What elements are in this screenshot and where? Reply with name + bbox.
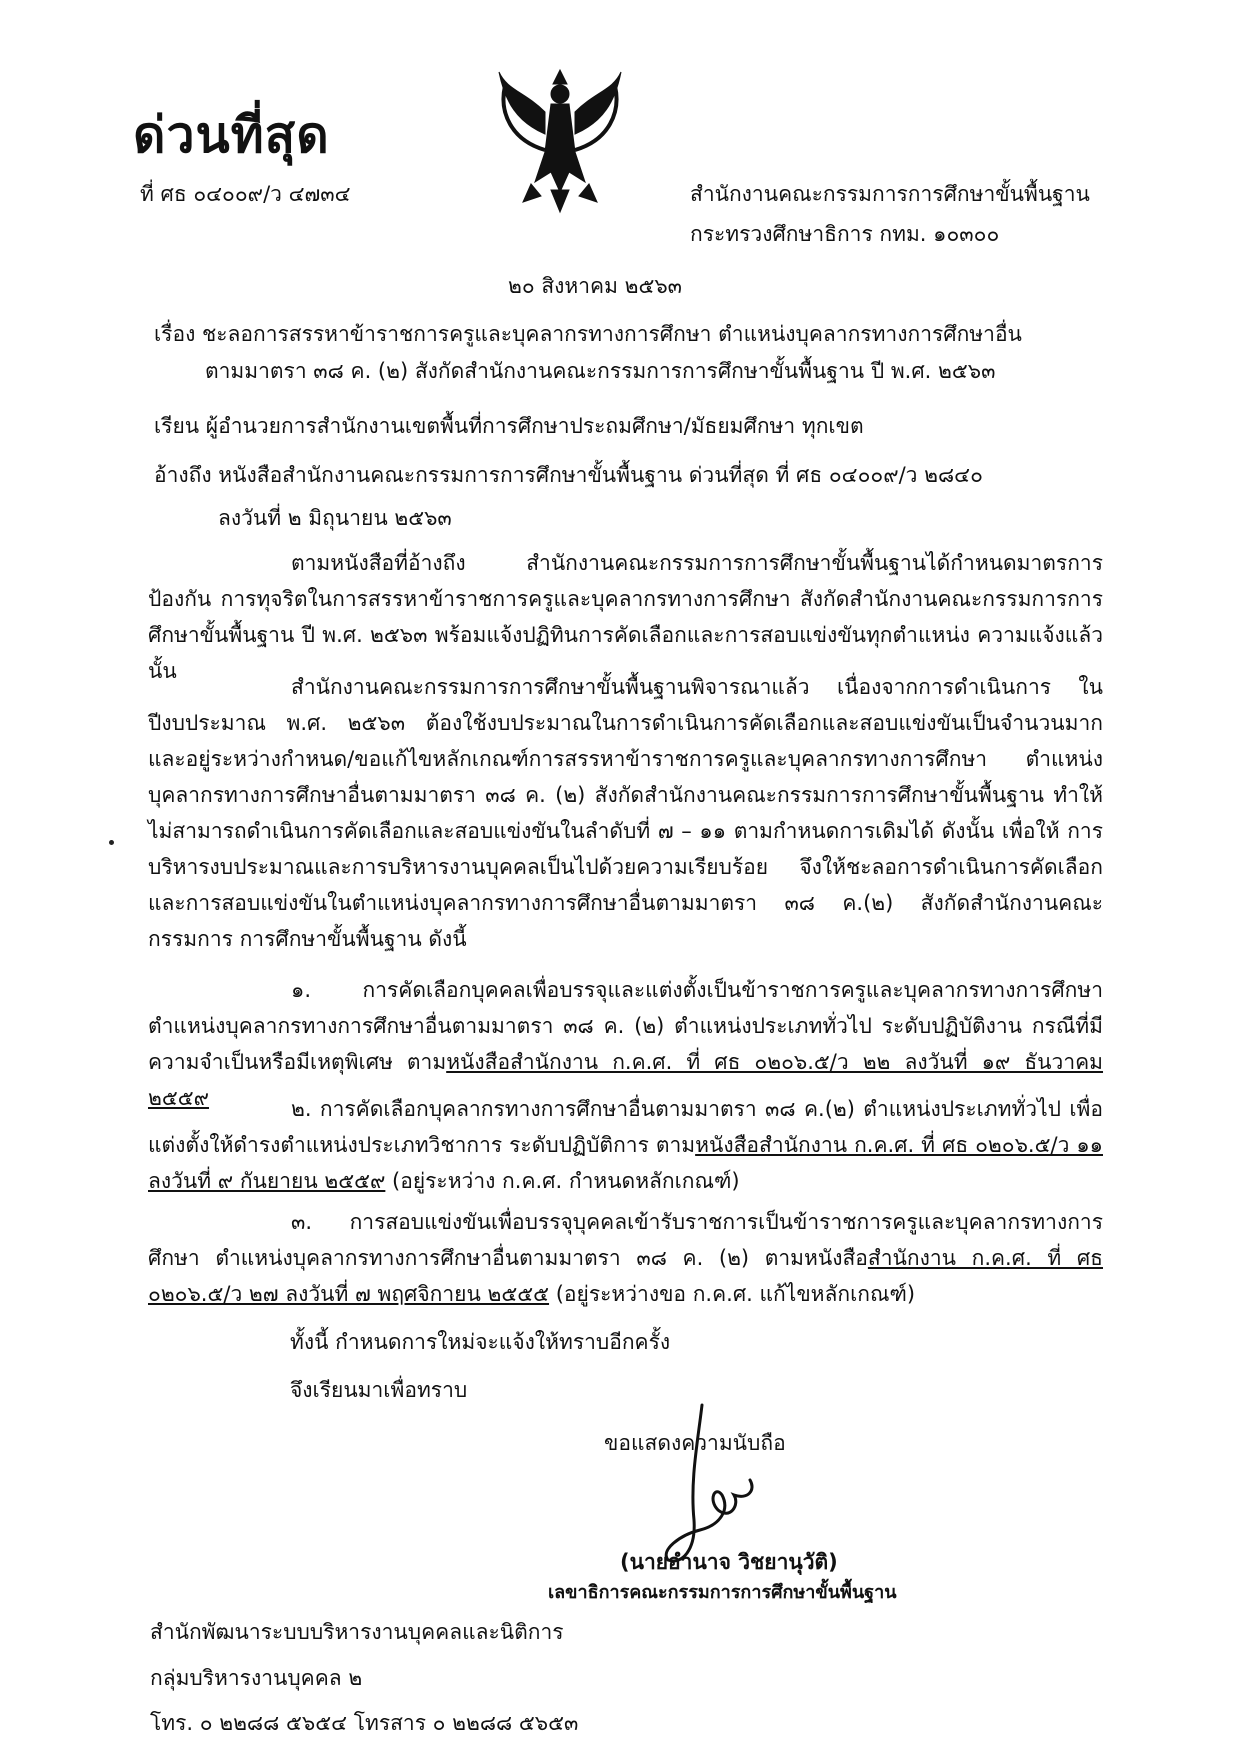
addressee: เรียน ผู้อำนวยการสำนักงานเขตพื้นที่การศึกษาประถมศึกษา/มัธยมศึกษา ทุกเขต — [154, 414, 864, 438]
body-paragraph-1: ตามหนังสือที่อ้างถึง สำนักงานคณะกรรมการการศึกษาขั้นพื้นฐานได้กำหนดมาตรการป้องกัน การทุจริตในการสรรหาข้าราชการครูและบุคลากรทางการศึกษา สังกัดสำนักงานคณะกรรมการการศึกษาขั้นพื้นฐาน ปี พ.ศ. ๒๕๖๓ พร้อมแจ้งปฏิทินการคัดเลือกและการสอบแข่งขันทุกตำแหน่ง ความแจ้งแล้ว นั้น — [148, 551, 1103, 683]
list-item-2-note: (อยู่ระหว่าง ก.ค.ศ. กำหนดหลักเกณฑ์) — [385, 1169, 740, 1193]
footer-contact: โทร. ๐ ๒๒๘๘ ๕๖๕๔ โทรสาร ๐ ๒๒๘๘ ๕๖๕๓ — [150, 1711, 579, 1735]
reference-line-2: ลงวันที่ ๒ มิถุนายน ๒๕๖๓ — [218, 506, 452, 530]
list-item-2 — [148, 1091, 1103, 1199]
agency-address: กระทรวงศึกษาธิการ กทม. ๑๐๓๐๐ — [690, 222, 1000, 246]
list-item-3-note: (อยู่ระหว่างขอ ก.ค.ศ. แก้ไขหลักเกณฑ์) — [549, 1282, 916, 1306]
footer-group: กลุ่มบริหารงานบุคคล ๒ — [150, 1666, 363, 1690]
reference-number: ที่ ศธ ๐๔๐๐๙/ว ๔๗๓๔ — [140, 182, 351, 206]
subject-line-1: เรื่อง ชะลอการสรรหาข้าราชการครูและบุคลากรทางการศึกษา ตำแหน่งบุคลากรทางการศึกษาอื่น — [154, 322, 1022, 346]
subject-line-2: ตามมาตรา ๓๘ ค. (๒) สังกัดสำนักงานคณะกรรมการการศึกษาขั้นพื้นฐาน ปี พ.ศ. ๒๕๖๓ — [205, 359, 996, 383]
list-item-2-reference: หนังสือสำนักงาน ก.ค.ศ. ที่ ศธ ๐๒๐๖.๕/ว ๑๑ ลงวันที่ ๙ กันยายน ๒๕๕๙ — [148, 1133, 1103, 1193]
list-item-1-text: ๑. การคัดเลือกบุคคลเพื่อบรรจุและแต่งตั้งเป็นข้าราชการครูและบุคลากรทางการศึกษา ตำแหน่งบุคลากรทางการศึกษาอื่นตามมาตรา ๓๘ ค. (๒) ตำแหน่งประเภททั่วไป ระดับปฏิบัติงาน กรณีที่มี ความจำเป็นหรือมีเหตุพิเศษ ตาม — [148, 978, 1103, 1074]
regards-text: ขอแสดงความนับถือ — [604, 1431, 786, 1455]
document-date: ๒๐ สิงหาคม ๒๕๖๓ — [508, 274, 683, 298]
list-item-3-reference: สำนักงาน ก.ค.ศ. ที่ ศธ ๐๒๐๖.๕/ว ๒๗ ลงวันที่ ๗ พฤศจิกายน ๒๕๕๕ — [148, 1246, 1103, 1306]
footer-office: สำนักพัฒนาระบบบริหารงานบุคคลและนิติการ — [150, 1620, 564, 1644]
list-item-2-text: ๒. การคัดเลือกบุคลากรทางการศึกษาอื่นตามมาตรา ๓๘ ค.(๒) ตำแหน่งประเภททั่วไป เพื่อแต่งตั้งให้ดำรงตำแหน่งประเภทวิชาการ ระดับปฏิบัติการ ตาม — [148, 1097, 1103, 1157]
signer-title: เลขาธิการคณะกรรมการการศึกษาขั้นพื้นฐาน — [548, 1582, 897, 1603]
list-item-3 — [148, 1204, 1103, 1312]
list-item-3-text: ๓. การสอบแข่งขันเพื่อบรรจุบุคคลเข้ารับราชการเป็นข้าราชการครูและบุคลากรทางการศึกษา ตำแหน่งบุคลากรทางการศึกษาอื่นตามมาตรา ๓๘ ค. (๒) ตามหนังสือ — [148, 1210, 1103, 1270]
signer-name: (นายอำนาจ วิชยานุวัติ) — [620, 1550, 838, 1574]
closing-statement: จึงเรียนมาเพื่อทราบ — [290, 1378, 468, 1402]
agency-name: สำนักงานคณะกรรมการการศึกษาขั้นพื้นฐาน — [690, 182, 1090, 206]
list-item-1-reference: หนังสือสำนักงาน ก.ค.ศ. ที่ ศธ ๐๒๐๖.๕/ว ๒๒ ลงวันที่ ๑๙ ธันวาคม ๒๕๕๙ — [148, 1050, 1104, 1110]
body-paragraph-2: สำนักงานคณะกรรมการการศึกษาขั้นพื้นฐานพิจารณาแล้ว เนื่องจากการดำเนินการ ในปีงบประมาณ พ.ศ. ๒๕๖๓ ต้องใช้งบประมาณในการดำเนินการคัดเลือกและสอบแข่งขันเป็นจำนวนมาก และอยู่ระหว่างกำหนด/ขอแก้ไขหลักเกณฑ์การสรรหาข้าราชการครูและบุคลากรทางการศึกษา ตำแหน่ง บุคลากรทางการศึกษาอื่นตามมาตรา ๓๘ ค. (๒) สังกัดสำนักงานคณะกรรมการการศึกษาขั้นพื้นฐาน ทำให้ไม่สามารถดำเนินการคัดเลือกและสอบแข่งขันในลำดับที่ ๗ – ๑๑ ตามกำหนดการเดิมได้ ดังนั้น เพื่อให้ การบริหารงบประมาณและการบริหารงานบุคคลเป็นไปด้วยความเรียบร้อย จึงให้ชะลอการดำเนินการคัดเลือก และการสอบแข่งขันในตำแหน่งบุคลากรทางการศึกษาอื่นตามมาตรา ๓๘ ค.(๒) สังกัดสำนักงานคณะกรรมการ การศึกษาขั้นพื้นฐาน ดังนี้ — [148, 675, 1103, 951]
reference-line-1: อ้างถึง หนังสือสำนักงานคณะกรรมการการศึกษาขั้นพื้นฐาน ด่วนที่สุด ที่ ศธ ๐๔๐๐๙/ว ๒๘๔๐ — [154, 463, 983, 487]
closing-note: ทั้งนี้ กำหนดการใหม่จะแจ้งให้ทราบอีกครั้ง — [290, 1330, 671, 1354]
scan-speck — [109, 840, 114, 845]
garuda-emblem-icon — [495, 62, 625, 217]
urgent-heading: ด่วนที่สุด — [133, 106, 330, 164]
